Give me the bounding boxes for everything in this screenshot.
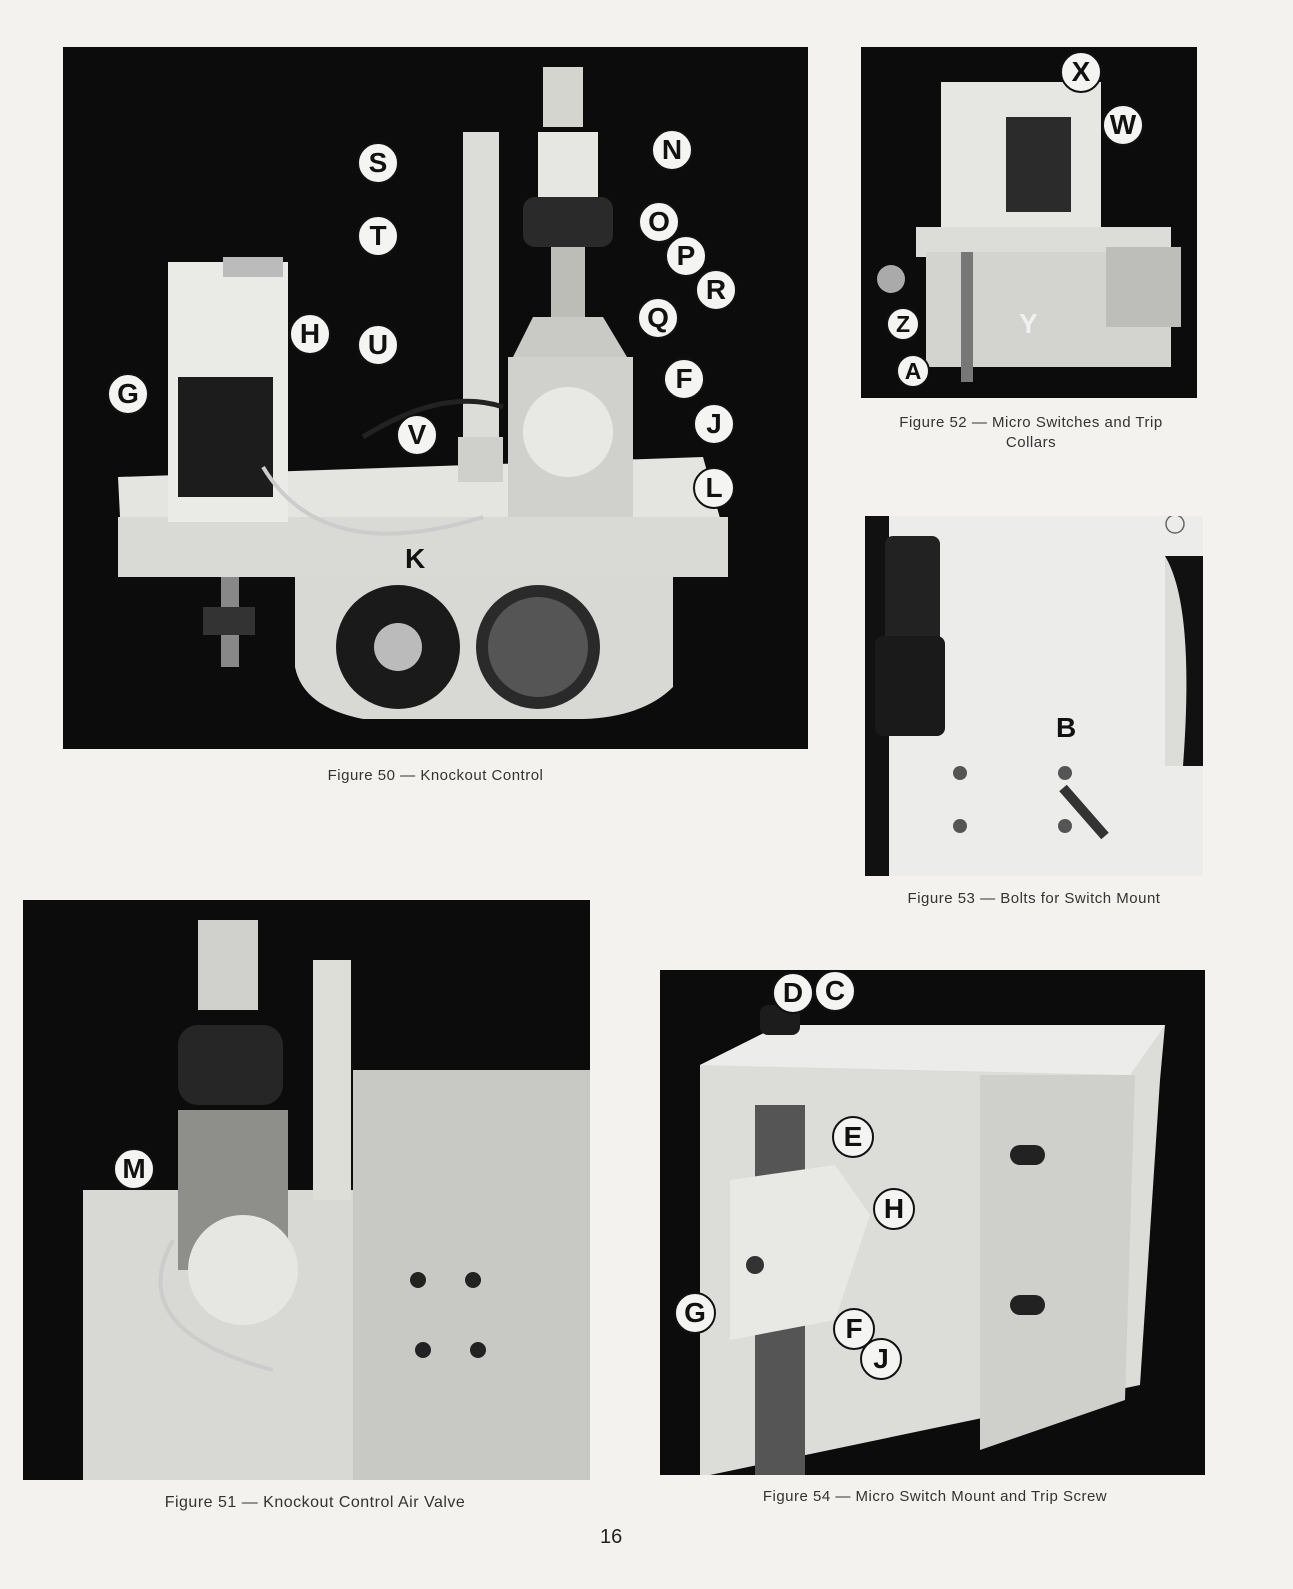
micro-switch-illustration [861, 47, 1197, 398]
label-J-54: J [860, 1338, 902, 1380]
label-U: U [357, 324, 399, 366]
label-C: C [814, 970, 856, 1012]
label-X: X [1060, 51, 1102, 93]
figure-52-photo [861, 47, 1197, 398]
label-R: R [695, 269, 737, 311]
label-K: K [405, 543, 426, 574]
label-E: E [832, 1116, 874, 1158]
label-L: L [693, 467, 735, 509]
label-O: O [638, 201, 680, 243]
figure-52-caption-line1: Figure 52 — Micro Switches and Trip [899, 414, 1163, 431]
figure-51-caption: Figure 51 — Knockout Control Air Valve [164, 1494, 466, 1511]
label-F: F [663, 358, 705, 400]
label-M: M [113, 1148, 155, 1190]
switch-mount-bolts-illustration [865, 516, 1203, 876]
label-P: P [665, 235, 707, 277]
figure-54-caption: Figure 54 — Micro Switch Mount and Trip Screw [762, 1488, 1108, 1505]
page-number: 16 [600, 1526, 623, 1548]
figure-54-photo [660, 970, 1205, 1475]
figure-50-photo [63, 47, 808, 749]
switch-mount-trip-screw-illustration [660, 970, 1205, 1475]
label-T: T [357, 215, 399, 257]
figure-53-caption: Figure 53 — Bolts for Switch Mount [907, 890, 1161, 907]
label-N: N [651, 129, 693, 171]
figure-51-photo [23, 900, 590, 1480]
air-valve-illustration [23, 900, 590, 1480]
label-V: V [396, 414, 438, 456]
label-G: G [107, 373, 149, 415]
label-B: B [1056, 712, 1077, 743]
figure-53-photo [865, 516, 1203, 876]
label-A: A [896, 354, 930, 388]
label-D: D [772, 972, 814, 1014]
figure-50-caption: Figure 50 — Knockout Control [327, 767, 544, 784]
label-W: W [1102, 104, 1144, 146]
label-Q: Q [637, 297, 679, 339]
label-G-54: G [674, 1292, 716, 1334]
label-S: S [357, 142, 399, 184]
label-J: J [693, 403, 735, 445]
knockout-control-illustration [63, 47, 808, 749]
label-F-54: F [833, 1308, 875, 1350]
label-Y: Y [1019, 308, 1038, 339]
label-Z: Z [886, 307, 920, 341]
figure-52-caption-line2: Collars [1005, 434, 1057, 451]
label-H: H [289, 313, 331, 355]
label-H-54: H [873, 1188, 915, 1230]
